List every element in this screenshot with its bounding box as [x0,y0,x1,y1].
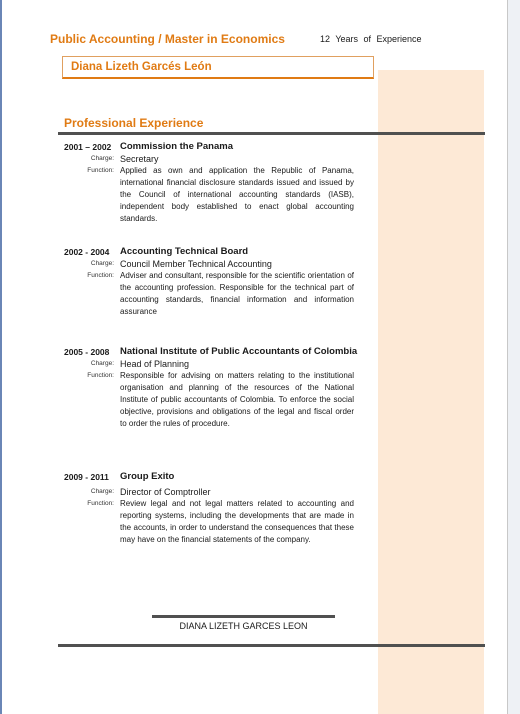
job-function: Review legal and not legal matters related to accounting and reporting systems, including the developments that are made in the accounts, in order to understand the consequences that these may have on the financial statements of the company. [120,499,354,544]
job-entry [58,346,358,430]
job-company: National Institute of Public Accountants of Colombia [120,346,358,357]
name-box [62,56,374,79]
job-charge: Head of Planning [120,359,190,369]
bottom-divider [58,644,485,647]
page-shadow [508,0,520,714]
signature-name: DIANA LIZETH GARCES LEON [179,621,308,631]
job-function: Applied as own and application the Republic of Panama, international financial disclosure standards issued and issued by the Council of international accounting standards (IASB), independent body established to enact global accounting standards. [120,166,354,223]
charge-label: Charge: [90,360,114,367]
function-label: Function: [87,167,114,174]
function-label: Function: [87,272,114,279]
job-period: 2009 - 2011 [64,472,109,482]
section-divider [58,132,485,135]
page-left-edge [0,0,2,714]
section-title: Professional Experience [64,116,204,130]
job-entry [58,141,358,225]
side-column [378,70,484,714]
signature-line [152,615,335,618]
header-title: Public Accounting / Master in Economics [50,32,285,46]
job-charge: Council Member Technical Accounting [120,259,272,269]
candidate-name: Diana Lizeth Garcés León [71,61,212,73]
charge-label: Charge: [90,260,114,267]
job-company: Group Exito [120,471,175,482]
job-period: 2001 – 2002 [64,142,112,152]
job-function: Responsible for advising on matters relating to the institutional organisation and planning of the resources of the National Institute of public accountants of Colombia. To enforce the social objective, provisions and obligations of the legal and fiscal order to order the rules of procedure. [120,371,354,428]
charge-label: Charge: [90,155,114,162]
job-company: Accounting Technical Board [120,246,249,257]
job-charge: Secretary [120,154,159,164]
charge-label: Charge: [90,488,114,495]
function-label: Function: [87,372,114,379]
job-entry [58,246,358,318]
job-charge: Director of Comptroller [120,487,211,497]
header-experience: 12 Years of Experience [320,34,422,44]
function-label: Function: [87,500,114,507]
job-function: Adviser and consultant, responsible for the scientific orientation of the accounting profession. Responsible for the technical part of accounting standards, financial information and information assurance [120,271,354,316]
job-entry [58,471,358,546]
job-period: 2002 - 2004 [64,247,110,257]
job-company: Commission the Panama [120,141,233,152]
job-period: 2005 - 2008 [64,347,110,357]
